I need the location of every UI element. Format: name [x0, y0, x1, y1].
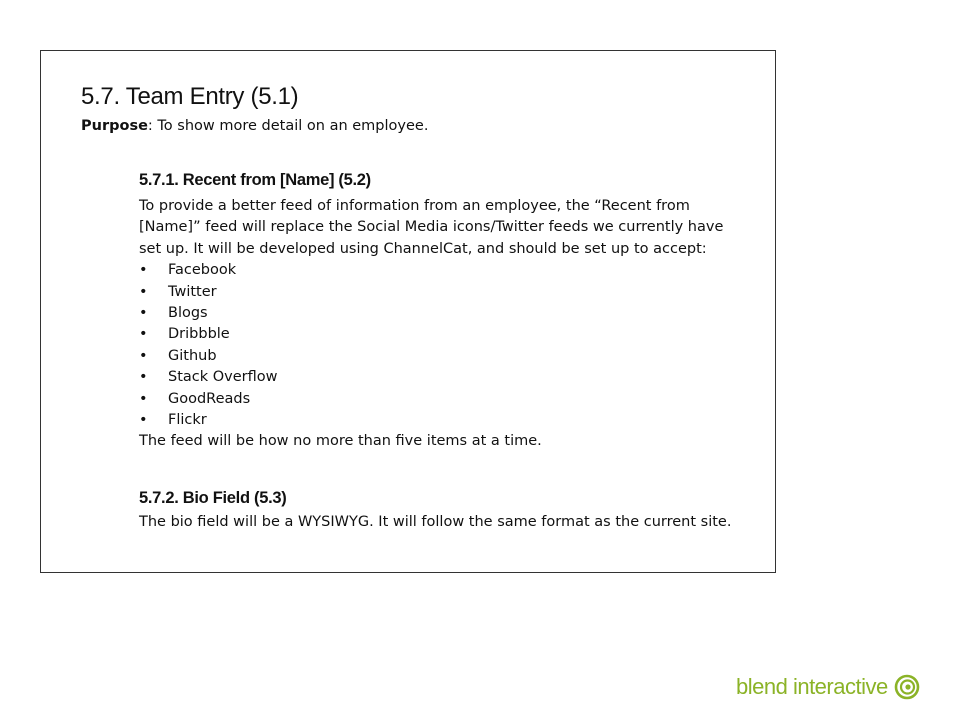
- feed-source-label: Github: [168, 347, 217, 364]
- feed-source-item: [139, 389, 739, 410]
- blend-interactive-logo: [736, 672, 920, 702]
- bullet-glyph: •: [139, 305, 148, 322]
- page-title: 5.7. Team Entry (5.1): [81, 83, 299, 110]
- section-heading-bio-field: 5.7.2. Bio Field (5.3): [139, 489, 287, 507]
- section-heading-recent-from: 5.7.1. Recent from [Name] (5.2): [139, 171, 371, 189]
- bullet-glyph: •: [139, 369, 148, 386]
- feed-source-label: GoodReads: [168, 390, 251, 407]
- feed-source-label: Dribbble: [168, 326, 230, 343]
- section-paragraph-recent-from: To provide a better feed of information from an employee, the “Recent from [Name]” feed will replace the Social Media icons/Twitter feeds we currently have set up. It will be developed using ChannelCat, and should be set up to accept:: [139, 198, 724, 257]
- feed-source-item: [139, 367, 739, 388]
- feed-source-item: [139, 346, 739, 367]
- purpose-text: : To show more detail on an employee.: [147, 118, 429, 134]
- feed-source-label: Twitter: [168, 283, 217, 300]
- document-page: [40, 50, 776, 573]
- purpose-label: Purpose: [81, 118, 148, 134]
- feed-source-item: [139, 260, 739, 281]
- feed-source-list: [139, 260, 739, 431]
- logo-text: blend interactive: [736, 674, 888, 699]
- feed-source-item: [139, 410, 739, 431]
- bullet-glyph: •: [139, 390, 148, 407]
- purpose-line: [81, 118, 428, 134]
- feed-source-label: Blogs: [168, 305, 208, 322]
- bullet-glyph: •: [139, 412, 148, 429]
- bullet-glyph: •: [139, 347, 148, 364]
- feed-source-label: Flickr: [168, 412, 207, 429]
- bullet-glyph: •: [139, 283, 148, 300]
- bullet-glyph: •: [139, 326, 148, 343]
- feed-source-label: Facebook: [168, 262, 237, 279]
- swirl-circle-icon: [894, 674, 920, 700]
- section-closing-text: The feed will be how no more than five items at a time.: [139, 433, 542, 450]
- section-paragraph-bio-field: The bio field will be a WYSIWYG. It will follow the same format as the current site.: [139, 514, 732, 530]
- feed-source-label: Stack Overflow: [168, 369, 278, 386]
- feed-source-item: [139, 303, 739, 324]
- feed-source-item: [139, 282, 739, 303]
- bullet-glyph: •: [139, 262, 148, 279]
- section-recent-from: [139, 171, 739, 453]
- feed-source-item: [139, 324, 739, 345]
- section-bio-field: [139, 489, 739, 533]
